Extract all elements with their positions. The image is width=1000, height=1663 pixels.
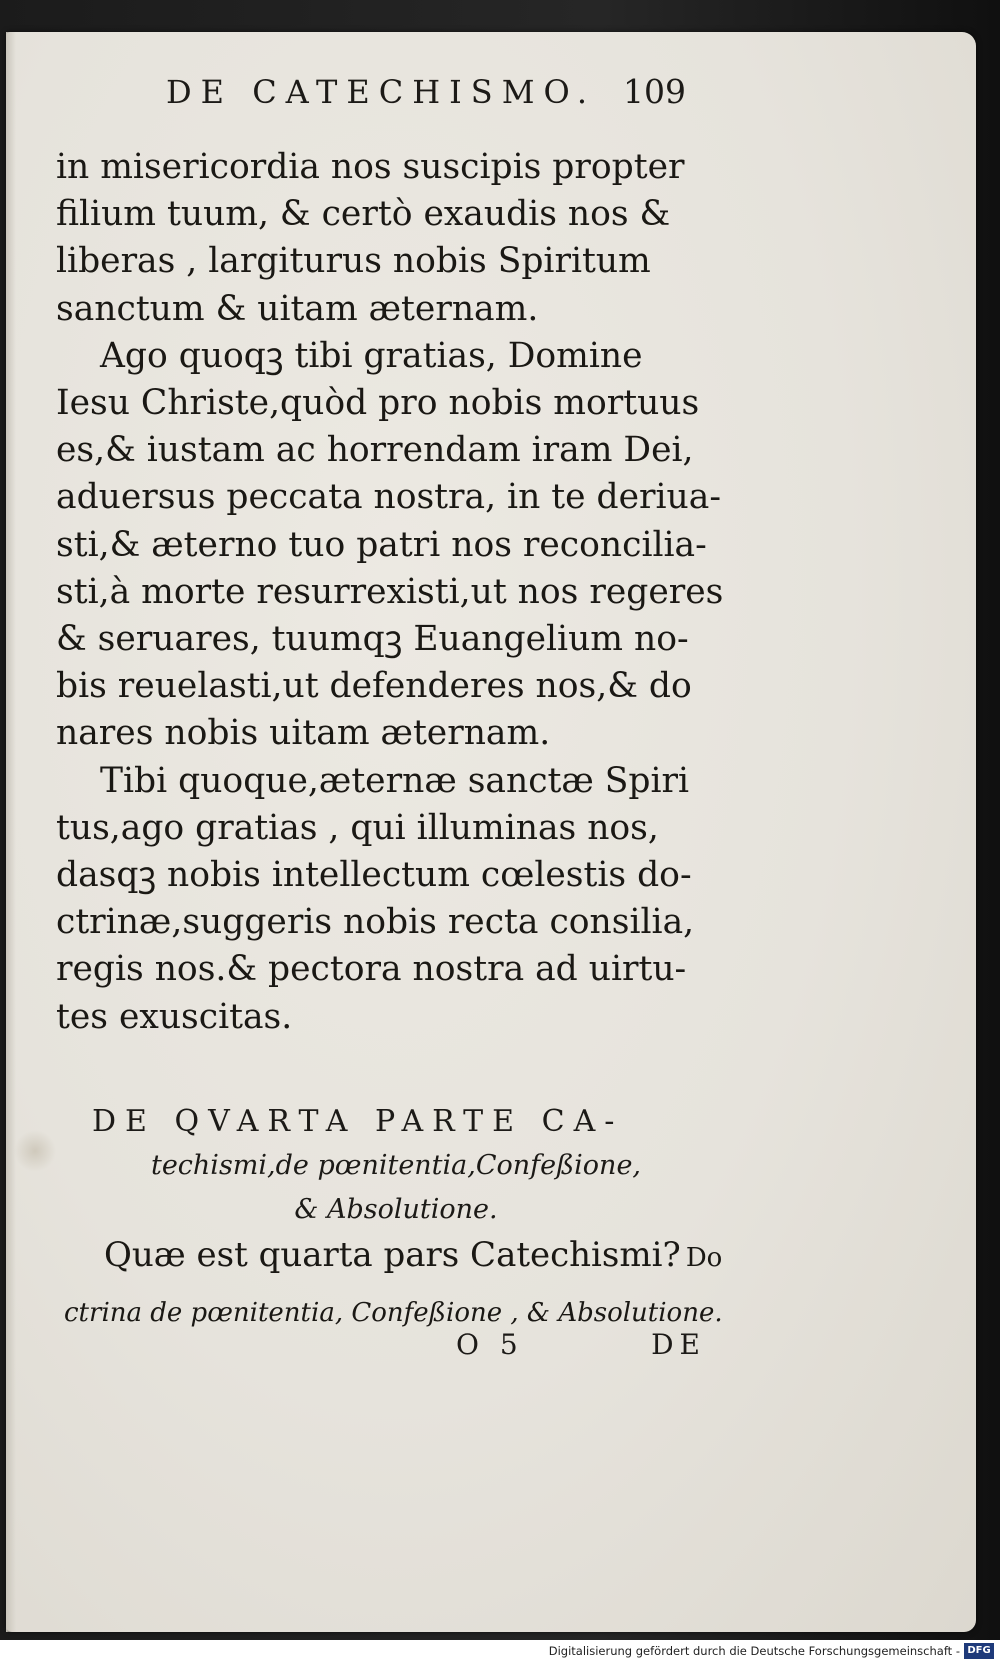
signature-mark: O 5 — [456, 1328, 524, 1361]
question-line — [104, 1229, 724, 1287]
page-number: 109 — [623, 72, 686, 111]
page-header — [166, 72, 686, 111]
answer-line: ctrina de pœnitentia, Confeßione , & Absolutione. — [64, 1298, 723, 1328]
text-line: in misericordia nos suscipis propter — [56, 147, 685, 187]
text-line: filium tuum, & certò exaudis nos & — [56, 194, 671, 235]
text-line: Ago quoqꝫ tibi gratias, Domine — [100, 335, 643, 376]
text-line: Tibi quoque,æternæ sanctæ Spiri — [100, 760, 690, 801]
question-block — [64, 1229, 724, 1339]
digitization-footer — [0, 1640, 1000, 1663]
text-line: nares nobis uitam æternam. — [56, 713, 551, 754]
text-line: es,& iustam ac horrendam iram Dei, — [56, 430, 694, 471]
answer-start: Do — [685, 1243, 723, 1273]
catchword-line — [456, 1328, 706, 1361]
text-line: liberas , largiturus nobis Spiritum — [56, 241, 651, 282]
footer-credit: Digitalisierung gefördert durch die Deutsche Forschungsgemeinschaft - — [548, 1644, 960, 1658]
question-text: Quæ est quarta pars Catechismi? — [104, 1235, 681, 1275]
body-text — [56, 144, 724, 1041]
section-heading-line-2: & Absolutione. — [294, 1194, 498, 1225]
page-edge-shadow — [6, 32, 16, 1632]
text-line: Iesu Christe,quòd pro nobis mortuus — [56, 383, 700, 424]
text-line: sanctum & uitam æternam. — [56, 288, 539, 329]
catchword: DE — [651, 1328, 706, 1361]
text-line: aduersus peccata nostra, in te deriua- — [56, 477, 721, 518]
text-line: sti,à morte resurrexisti,ut nos regeres — [56, 571, 724, 612]
text-line: bis reuelasti,ut defenderes nos,& do — [56, 666, 692, 707]
book-page — [6, 32, 976, 1632]
dfg-logo: DFG — [964, 1643, 994, 1659]
text-line: dasqꝫ nobis intellectum cœlestis do- — [56, 855, 692, 896]
text-line: ctrinæ,suggeris nobis recta consilia, — [56, 902, 695, 943]
text-line: tus,ago gratias , qui illuminas nos, — [56, 807, 659, 848]
section-heading — [86, 1100, 706, 1232]
text-line: & seruares, tuumqꝫ Euangelium no- — [56, 619, 689, 660]
section-heading-caps: DE QVARTA PARTE CA- — [92, 1104, 624, 1139]
running-head: DE CATECHISMO. — [166, 73, 596, 111]
text-line: sti,& æterno tuo patri nos reconcilia- — [56, 524, 707, 565]
section-heading-line-1: techismi,de pœnitentia,Confeßione, — [150, 1150, 642, 1181]
paper-stain — [14, 1130, 56, 1172]
text-line: regis nos.& pectora nostra ad uirtu- — [56, 949, 687, 990]
text-line: tes exuscitas. — [56, 996, 293, 1037]
